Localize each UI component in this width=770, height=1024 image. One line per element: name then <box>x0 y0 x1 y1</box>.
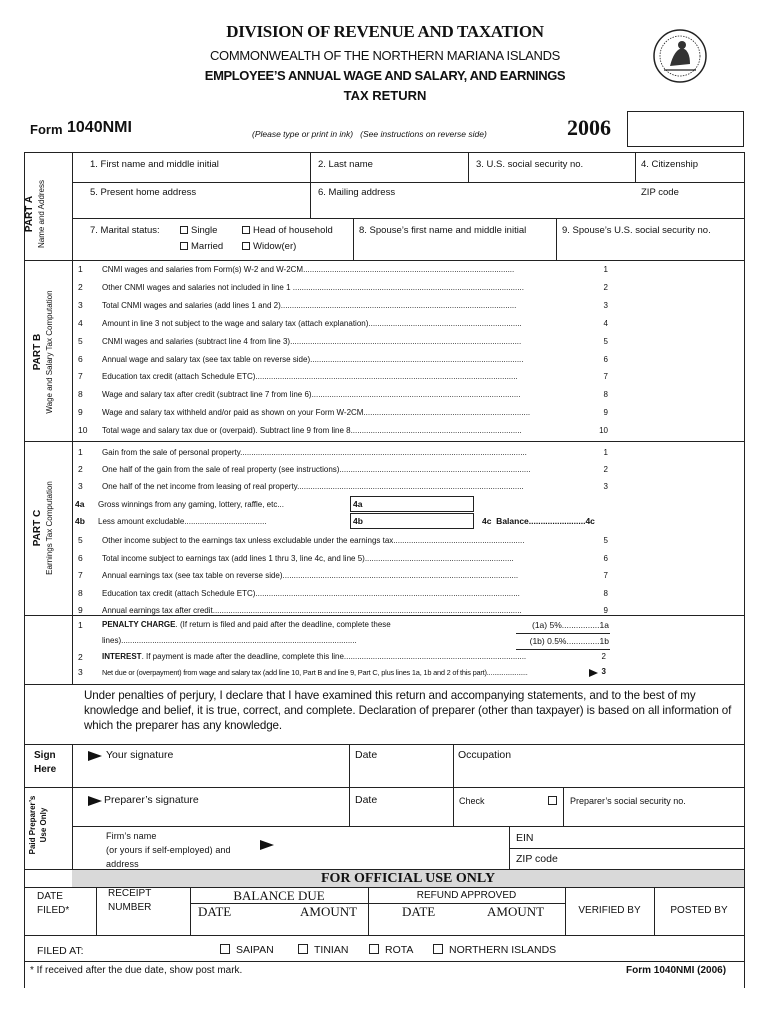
arrow-right-icon <box>260 840 274 852</box>
part-a-label: PART A Name and Address <box>24 179 46 249</box>
checkbox-icon <box>242 242 250 250</box>
line-amount-field[interactable]: 4 <box>603 318 608 328</box>
official-use-title: FOR OFFICIAL USE ONLY <box>72 870 744 887</box>
perjury-declaration: Under penalties of perjury, I declare that I have examined this return and accompanying statements, and to the best of my knowledge and belief, it is true, correct, and complete. Declaration of preparer (other than taxpayer) is based on all information of which the preparer has any knowledge. <box>84 689 732 732</box>
line-4b-input[interactable] <box>350 513 474 529</box>
line-amount-field[interactable]: 7 <box>603 571 608 580</box>
line-description: Education tax credit (attach Schedule ETC)...................................................................................................................... <box>102 372 518 382</box>
penalty-line-3-text: Net due or (overpayment) from wage and salary tax (add line 10, Part B and line 9, Part C, plus lines 1a, 1b and 2 of this part)...................... <box>102 668 528 677</box>
line-description: Gain from the sale of personal property................................................................................................................................. <box>102 448 527 457</box>
form-footer-id: Form 1040NMI (2006) <box>626 965 727 976</box>
line-amount-field[interactable]: 1 <box>603 265 608 274</box>
line-amount-field[interactable]: 9 <box>603 606 608 615</box>
penalty-line-1-text: PENALTY CHARGE. (If return is filed and paid after the deadline, complete these <box>102 620 391 629</box>
line-description: Other CNMI wages and salaries not included in line 1 ........................................................................................................ <box>102 282 524 292</box>
line-number: 6 <box>78 353 83 364</box>
line-description: Annual earnings tax (see tax table on reverse side).......................................................................................................... <box>102 571 519 580</box>
line-amount-field[interactable]: 8 <box>603 390 608 400</box>
line-amount-field[interactable]: 6 <box>603 553 608 563</box>
penalty-line-1-number: 1 <box>78 620 83 630</box>
checkbox-icon <box>180 242 188 250</box>
line-description: Amount in line 3 not subject to the wage and salary tax (attach explanation)..................................................................... <box>102 318 522 328</box>
cnmi-seal-icon <box>652 28 708 84</box>
line-amount-field[interactable]: 7 <box>603 372 608 382</box>
line-description: Annual earnings tax after credit........................................................................................................................................... <box>102 606 522 615</box>
penalty-line-3-end[interactable]: 3 <box>601 667 606 676</box>
ein-field[interactable]: EIN <box>516 832 534 844</box>
line-description: One half of the net income from leasing of real property...................................................................................................... <box>102 482 524 491</box>
line-description: Annual wage and salary tax (see tax table on reverse side)................................................................................................ <box>102 354 524 364</box>
paid-preparer-label: Paid Preparer’s Use Only <box>28 795 48 855</box>
widow-checkbox[interactable]: Widow(er) <box>242 241 296 252</box>
checkbox-icon <box>298 944 308 954</box>
line-description: One half of the gain from the sale of real property (see instructions)...................................................................................... <box>102 465 531 474</box>
checkbox-icon <box>220 944 230 954</box>
sign-date-field[interactable]: Date <box>355 749 378 761</box>
balance-due-label: BALANCE DUE <box>233 888 325 903</box>
penalty-line-2-text: INTEREST. If payment is made after the deadline, complete this line.................................................................................. <box>102 652 527 661</box>
line-number: 5 <box>78 535 83 545</box>
line-description: Total CNMI wages and salaries (add lines 1 and 2).......................................................................................................... <box>102 300 517 310</box>
line-number: 9 <box>78 407 83 418</box>
part-c-line-4b-text: Less amount excludable..................................... <box>98 517 267 526</box>
line-number: 6 <box>78 552 83 563</box>
form-title-line2: TAX RETURN <box>343 88 427 103</box>
line-description: CNMI wages and salaries (subtract line 4 from line 3)........................................................................................................ <box>102 336 522 346</box>
head-of-household-checkbox[interactable]: Head of household <box>242 225 333 236</box>
line-number: 7 <box>78 570 83 580</box>
ssn-field[interactable]: 3. U.S. social security no. <box>476 159 584 170</box>
line-amount-field[interactable]: 6 <box>603 354 608 364</box>
penalty-line-2-number: 2 <box>78 652 83 662</box>
your-signature-field[interactable]: Your signature <box>106 749 174 761</box>
form-prefix: Form <box>30 122 63 137</box>
agency-title: DIVISION OF REVENUE AND TAXATION <box>226 22 544 41</box>
arrow-right-icon <box>88 796 102 808</box>
refund-amount-label: AMOUNT <box>487 904 545 919</box>
refund-approved-label: REFUND APPROVED <box>416 890 517 901</box>
part-c-line-4a-number: 4a <box>75 499 85 509</box>
sign-here-label: Sign Here <box>34 750 57 775</box>
occupation-field[interactable]: Occupation <box>458 749 512 761</box>
rota-checkbox[interactable]: ROTA <box>369 944 413 956</box>
balance-amount-label: AMOUNT <box>300 904 358 919</box>
line-number: 1 <box>78 264 83 274</box>
line-number: 3 <box>78 299 83 310</box>
penalty-line-3-number: 3 <box>78 667 83 677</box>
government-title: COMMONWEALTH OF THE NORTHERN MARIANA ISLANDS <box>209 48 561 63</box>
line-amount-field[interactable]: 10 <box>599 426 608 436</box>
line-amount-field[interactable]: 3 <box>603 482 608 491</box>
line-number: 5 <box>78 335 83 346</box>
line-amount-field[interactable]: 8 <box>603 588 608 598</box>
penalty-1b[interactable]: (1b) 0.5%..............1b <box>529 636 609 646</box>
line-amount-field[interactable]: 1 <box>603 448 608 457</box>
checkbox-icon <box>242 226 250 234</box>
checkbox-icon <box>369 944 379 954</box>
post-mark-note: * If received after the due date, show post mark. <box>30 965 243 976</box>
first-name-field[interactable]: 1. First name and middle initial <box>90 159 219 170</box>
saipan-checkbox[interactable]: SAIPAN <box>220 944 274 956</box>
spouse-ssn-field[interactable]: 9. Spouse’s U.S. social security no. <box>562 225 711 236</box>
preparer-signature-field[interactable]: Preparer’s signature <box>104 794 199 806</box>
line-number: 2 <box>78 281 83 292</box>
part-c-label: PART C Earnings Tax Computation <box>32 481 54 575</box>
checkbox-icon <box>180 226 188 234</box>
form-name: 1040NMI <box>67 119 132 136</box>
citizenship-field[interactable]: 4. Citizenship <box>641 159 699 170</box>
posted-by-label: POSTED BY <box>670 905 728 916</box>
line-description: Wage and salary tax withheld and/or paid as shown on your Form W-2CM........................................................................... <box>102 408 531 418</box>
home-address-field[interactable]: 5. Present home address <box>90 187 197 198</box>
line-number: 7 <box>78 371 83 382</box>
line-description: Other income subject to the earnings tax unless excludable under the earnings tax........................................................... <box>102 536 525 545</box>
line-number: 9 <box>78 605 83 615</box>
penalty-1a[interactable]: (1a) 5%................1a <box>531 620 609 630</box>
line-number: 10 <box>78 425 88 436</box>
preparer-ssn-field[interactable]: Preparer’s social security no. <box>570 796 686 806</box>
preparer-zip-field[interactable]: ZIP code <box>516 853 558 865</box>
line-amount-field[interactable]: 9 <box>603 408 608 418</box>
penalty-line-2-end[interactable]: 2 <box>601 652 606 661</box>
line-4a-input[interactable] <box>350 496 474 512</box>
line-amount-field[interactable]: 5 <box>603 536 608 545</box>
checkbox-icon <box>433 944 443 954</box>
line-number: 2 <box>78 464 83 474</box>
preparer-date-field[interactable]: Date <box>355 794 378 806</box>
receipt-number-label: RECEIPT NUMBER <box>108 888 152 913</box>
line-description: CNMI wages and salaries from Form(s) W-2 and W-2CM............................................................................................... <box>102 265 515 274</box>
line-description: Wage and salary tax after credit (subtract line 7 from line 6).............................................................................................. <box>102 390 521 400</box>
northern-islands-checkbox[interactable]: NORTHERN ISLANDS <box>433 944 556 956</box>
arrow-right-icon <box>88 751 102 763</box>
line-amount-field[interactable]: 2 <box>603 465 608 474</box>
verified-by-label: VERIFIED BY <box>578 905 641 916</box>
date-filed-label: DATE FILED* <box>37 891 70 916</box>
line-number: 4 <box>78 317 83 328</box>
line-amount-field[interactable]: 5 <box>603 336 608 346</box>
line-description: Total wage and salary tax due or (overpaid). Subtract line 9 from line 8............................................................................. <box>102 426 522 436</box>
mailing-address-field[interactable]: 6. Mailing address <box>318 187 396 198</box>
tax-year: 2006 <box>567 115 611 140</box>
check-self-employed[interactable]: Check <box>459 796 485 806</box>
instructions-note: (Please type or print in ink) (See instructions on reverse side) <box>252 129 487 139</box>
line-amount-field[interactable]: 3 <box>603 300 608 310</box>
part-c-line-4b-number: 4b <box>75 516 85 526</box>
tinian-checkbox[interactable]: TINIAN <box>298 944 348 956</box>
marital-status-label: 7. Marital status: <box>90 225 160 236</box>
zip-code-field[interactable]: ZIP code <box>641 187 679 198</box>
line-amount-field[interactable]: 2 <box>603 282 608 292</box>
married-checkbox[interactable]: Married <box>180 241 223 252</box>
line-number: 1 <box>78 447 83 457</box>
last-name-field[interactable]: 2. Last name <box>318 159 373 170</box>
line-number: 3 <box>78 481 83 491</box>
firm-name-field[interactable]: Firm’s name (or yours if self-employed) and address <box>106 831 231 869</box>
line-number: 8 <box>78 587 83 598</box>
line-4b-box-label: 4b <box>353 516 363 526</box>
self-employed-checkbox[interactable] <box>548 796 557 805</box>
penalty-line-1-text-cont: lines).......................................................................................................... <box>102 636 357 645</box>
refund-date-label: DATE <box>402 904 436 919</box>
line-description: Education tax credit (attach Schedule ETC)....................................................................................................................... <box>102 588 520 598</box>
balance-date-label: DATE <box>198 904 232 919</box>
line-4c-balance[interactable]: 4c Balance........................4c <box>482 516 595 526</box>
office-stamp-box[interactable] <box>627 111 744 147</box>
part-b-label: PART B Wage and Salary Tax Computation <box>32 290 54 414</box>
line-4a-box-label: 4a <box>353 499 363 509</box>
single-checkbox[interactable]: Single <box>180 225 217 236</box>
line-number: 8 <box>78 389 83 400</box>
spouse-name-field[interactable]: 8. Spouse’s first name and middle initial <box>359 225 527 236</box>
form-title-line1: EMPLOYEE’S ANNUAL WAGE AND SALARY, AND EARNINGS <box>204 68 566 83</box>
part-c-line-4a-text: Gross winnings from any gaming, lottery, raffle, etc... <box>98 500 284 509</box>
line-description: Total income subject to earnings tax (add lines 1 thru 3, line 4c, and line 5)................................................................... <box>102 553 514 563</box>
filed-at-label: FILED AT: <box>37 945 84 957</box>
